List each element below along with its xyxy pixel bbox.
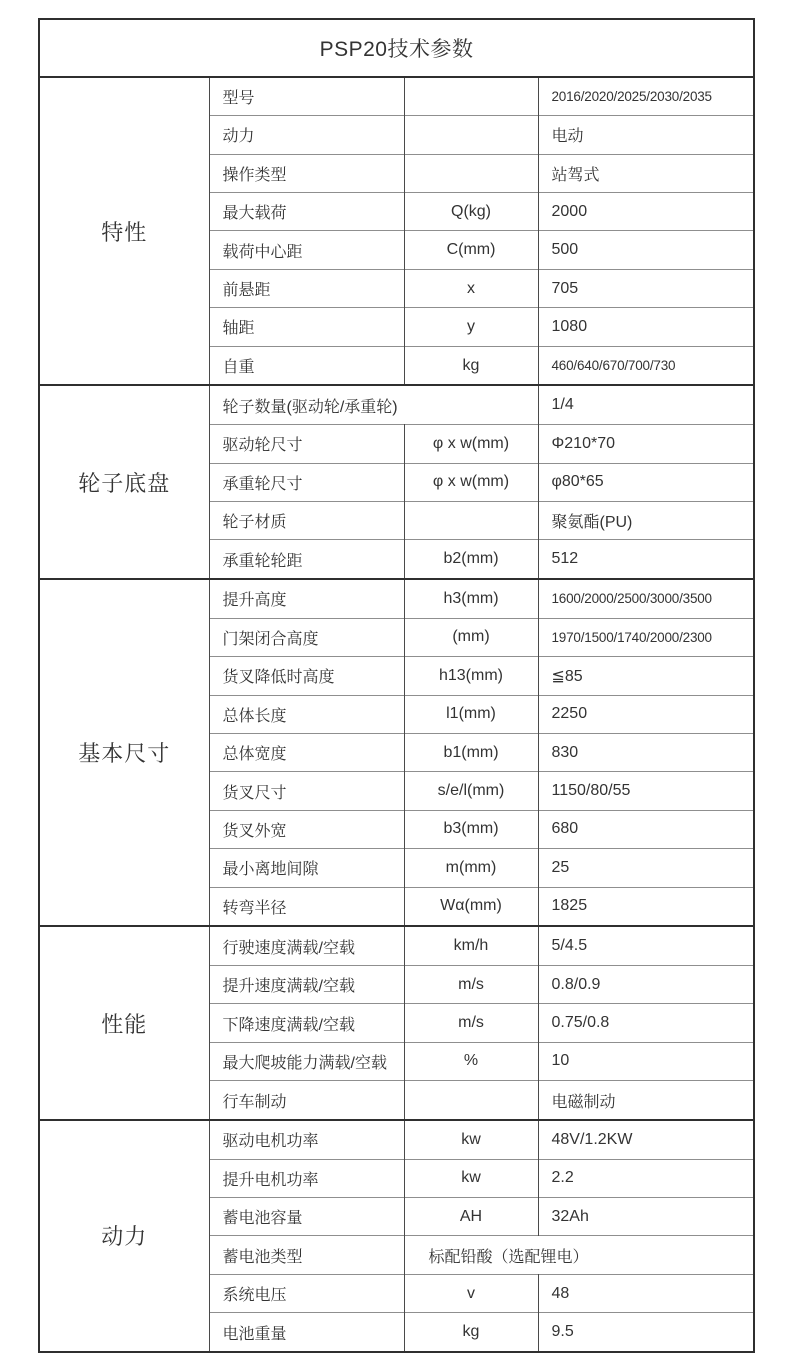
- value-cell: 2.2: [538, 1159, 754, 1197]
- symbol-cell: AH: [404, 1198, 538, 1236]
- symbol-cell: kg: [404, 346, 538, 385]
- symbol-cell: km/h: [404, 926, 538, 965]
- param-cell: 承重轮轮距: [209, 540, 404, 579]
- param-cell: 门架闭合高度: [209, 618, 404, 656]
- table-row: [39, 579, 754, 618]
- param-cell: 行驶速度满载/空载: [209, 926, 404, 965]
- value-cell: 电动: [538, 116, 754, 154]
- category-cell: 特性: [39, 77, 209, 386]
- symbol-cell: v: [404, 1274, 538, 1312]
- section-0: [39, 77, 754, 386]
- value-cell: 680: [538, 810, 754, 848]
- param-cell: 承重轮尺寸: [209, 463, 404, 501]
- spec-table: [38, 18, 755, 1353]
- param-cell: 最大爬坡能力满载/空载: [209, 1042, 404, 1080]
- value-cell: 48V/1.2KW: [538, 1120, 754, 1159]
- symbol-cell: m/s: [404, 966, 538, 1004]
- value-cell: 9.5: [538, 1313, 754, 1352]
- symbol-cell: m/s: [404, 1004, 538, 1042]
- param-cell: 蓄电池容量: [209, 1198, 404, 1236]
- param-cell: 动力: [209, 116, 404, 154]
- param-cell: 操作类型: [209, 154, 404, 192]
- symbol-cell: b2(mm): [404, 540, 538, 579]
- param-cell: 转弯半径: [209, 887, 404, 926]
- param-cell: 最大载荷: [209, 193, 404, 231]
- param-cell: 轮子材质: [209, 501, 404, 539]
- value-cell: 512: [538, 540, 754, 579]
- symbol-cell: l1(mm): [404, 695, 538, 733]
- table-row: [39, 1120, 754, 1159]
- param-cell: 驱动电机功率: [209, 1120, 404, 1159]
- param-cell: 最小离地间隙: [209, 849, 404, 887]
- symbol-cell: x: [404, 269, 538, 307]
- symbol-cell: [404, 77, 538, 116]
- symbol-cell: Wα(mm): [404, 887, 538, 926]
- symbol-cell: kw: [404, 1120, 538, 1159]
- param-cell: 系统电压: [209, 1274, 404, 1312]
- param-cell: 提升电机功率: [209, 1159, 404, 1197]
- symbol-cell: s/e/l(mm): [404, 772, 538, 810]
- param-cell: 轮子数量(驱动轮/承重轮): [209, 385, 538, 424]
- symbol-cell: [404, 501, 538, 539]
- symbol-cell: b3(mm): [404, 810, 538, 848]
- value-cell: 电磁制动: [538, 1081, 754, 1120]
- value-cell: 1970/1500/1740/2000/2300: [538, 618, 754, 656]
- symbol-cell: [404, 116, 538, 154]
- symbol-cell: Q(kg): [404, 193, 538, 231]
- symbol-cell: h13(mm): [404, 657, 538, 695]
- value-cell: φ80*65: [538, 463, 754, 501]
- param-cell: 前悬距: [209, 269, 404, 307]
- param-cell: 自重: [209, 346, 404, 385]
- symbol-cell: φ x w(mm): [404, 425, 538, 463]
- value-cell: 0.8/0.9: [538, 966, 754, 1004]
- param-cell: 轴距: [209, 308, 404, 346]
- category-cell: 轮子底盘: [39, 385, 209, 579]
- value-cell: 25: [538, 849, 754, 887]
- value-cell: 2000: [538, 193, 754, 231]
- param-cell: 总体长度: [209, 695, 404, 733]
- title-row: [39, 19, 754, 77]
- value-cell: ≦85: [538, 657, 754, 695]
- param-cell: 蓄电池类型: [209, 1236, 404, 1274]
- category-cell: 基本尺寸: [39, 579, 209, 926]
- value-cell: 1150/80/55: [538, 772, 754, 810]
- param-cell: 货叉尺寸: [209, 772, 404, 810]
- symbol-cell: [404, 1081, 538, 1120]
- table-row: [39, 385, 754, 424]
- param-cell: 下降速度满载/空载: [209, 1004, 404, 1042]
- value-cell: 0.75/0.8: [538, 1004, 754, 1042]
- param-cell: 货叉外宽: [209, 810, 404, 848]
- param-cell: 提升高度: [209, 579, 404, 618]
- section-2: [39, 579, 754, 926]
- symbol-cell: %: [404, 1042, 538, 1080]
- table-title: PSP20技术参数: [39, 19, 754, 77]
- value-cell: 705: [538, 269, 754, 307]
- value-cell: 830: [538, 733, 754, 771]
- section-3: [39, 926, 754, 1120]
- symbol-cell: [404, 154, 538, 192]
- category-cell: 性能: [39, 926, 209, 1120]
- param-cell: 型号: [209, 77, 404, 116]
- value-cell: 10: [538, 1042, 754, 1080]
- param-cell: 提升速度满载/空载: [209, 966, 404, 1004]
- title-block: [39, 19, 754, 77]
- value-cell: 2250: [538, 695, 754, 733]
- param-cell: 行车制动: [209, 1081, 404, 1120]
- value-cell: 32Ah: [538, 1198, 754, 1236]
- symbol-cell: C(mm): [404, 231, 538, 269]
- value-cell: 460/640/670/700/730: [538, 346, 754, 385]
- symbol-cell: m(mm): [404, 849, 538, 887]
- symbol-cell: b1(mm): [404, 733, 538, 771]
- value-cell: 5/4.5: [538, 926, 754, 965]
- value-cell: 500: [538, 231, 754, 269]
- value-cell: 1600/2000/2500/3000/3500: [538, 579, 754, 618]
- param-cell: 载荷中心距: [209, 231, 404, 269]
- param-cell: 电池重量: [209, 1313, 404, 1352]
- symbol-cell: y: [404, 308, 538, 346]
- value-cell: 1080: [538, 308, 754, 346]
- value-cell: 1825: [538, 887, 754, 926]
- param-cell: 货叉降低时高度: [209, 657, 404, 695]
- param-cell: 驱动轮尺寸: [209, 425, 404, 463]
- symbol-cell: kw: [404, 1159, 538, 1197]
- table-row: [39, 926, 754, 965]
- value-cell: 1/4: [538, 385, 754, 424]
- symbol-cell: (mm): [404, 618, 538, 656]
- value-cell: 2016/2020/2025/2030/2035: [538, 77, 754, 116]
- value-cell: 标配铅酸（选配锂电）: [404, 1236, 754, 1274]
- symbol-cell: φ x w(mm): [404, 463, 538, 501]
- value-cell: 聚氨酯(PU): [538, 501, 754, 539]
- category-cell: 动力: [39, 1120, 209, 1352]
- param-cell: 总体宽度: [209, 733, 404, 771]
- value-cell: 站驾式: [538, 154, 754, 192]
- table-row: [39, 77, 754, 116]
- section-1: [39, 385, 754, 579]
- symbol-cell: kg: [404, 1313, 538, 1352]
- section-4: [39, 1120, 754, 1352]
- symbol-cell: h3(mm): [404, 579, 538, 618]
- value-cell: 48: [538, 1274, 754, 1312]
- value-cell: Φ210*70: [538, 425, 754, 463]
